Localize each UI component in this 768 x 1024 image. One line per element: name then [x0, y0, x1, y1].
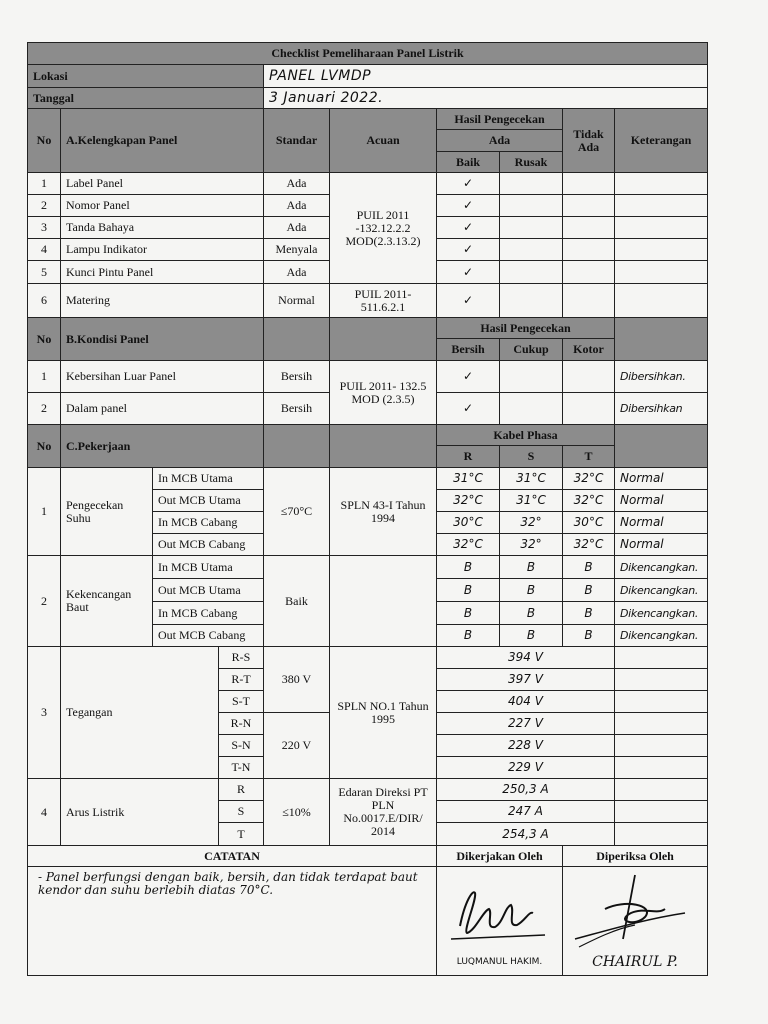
standar-value: Bersih — [264, 361, 330, 393]
header-baik: Baik — [437, 152, 500, 173]
phase-r-value: B — [437, 602, 500, 625]
item-label: Kunci Pintu Panel — [61, 261, 264, 284]
phase-label: S-T — [219, 691, 264, 713]
header-tidak-ada: Tidak Ada — [563, 109, 615, 173]
keterangan-value: Dikencangkan. — [615, 579, 708, 602]
item-label: Label Panel — [61, 173, 264, 195]
row-number: 1 — [28, 361, 61, 393]
header-hasil-pengecekan: Hasil Pengecekan — [437, 318, 615, 339]
tanggal-value: 3 Januari 2022. — [264, 88, 708, 109]
keterangan-value: Normal — [615, 490, 708, 512]
keterangan-value: Dibersihkan — [615, 393, 708, 425]
row-number: 4 — [28, 239, 61, 261]
phase-t-value: B — [563, 579, 615, 602]
keterangan-cell — [615, 284, 708, 318]
current-value: 250,3 A — [437, 779, 615, 801]
acuan-edaran-direksi: Edaran Direksi PT PLN No.0017.E/DIR/ 2014 — [330, 779, 437, 846]
header-no: No — [28, 425, 61, 468]
standar-value: ≤10% — [264, 779, 330, 846]
phase-s-value: B — [500, 579, 563, 602]
header-kabel-phasa: Kabel Phasa — [437, 425, 615, 446]
phase-s-value: 32° — [500, 512, 563, 534]
voltage-value: 397 V — [437, 669, 615, 691]
phase-label: T-N — [219, 757, 264, 779]
sub-item-label: In MCB Cabang — [153, 512, 264, 534]
header-ada: Ada — [437, 130, 563, 152]
baik-check-mark: ✓ — [437, 195, 500, 217]
catatan-notes: - Panel berfungsi dengan baik, bersih, dan tidak terdapat baut kendor dan suhu berlebih diatas 70°C. — [28, 867, 437, 976]
phase-s-value: B — [500, 556, 563, 579]
sub-item-label: In MCB Utama — [153, 556, 264, 579]
sub-item-label: In MCB Utama — [153, 468, 264, 490]
keterangan-cell — [615, 261, 708, 284]
standar-value: Baik — [264, 556, 330, 647]
signature-icon — [445, 871, 555, 951]
header-no: No — [28, 318, 61, 361]
keterangan-value: Dikencangkan. — [615, 625, 708, 647]
phase-t-value: B — [563, 602, 615, 625]
acuan-puil-132: PUIL 2011 -132.12.2.2 MOD(2.3.13.2) — [330, 173, 437, 284]
voltage-value: 227 V — [437, 713, 615, 735]
header-keterangan: Keterangan — [615, 109, 708, 173]
header-kotor: Kotor — [563, 339, 615, 361]
voltage-value: 394 V — [437, 647, 615, 669]
phase-r-value: B — [437, 579, 500, 602]
item-label: Lampu Indikator — [61, 239, 264, 261]
phase-label: S-N — [219, 735, 264, 757]
diperiksa-oleh-label: Diperiksa Oleh — [563, 846, 708, 867]
row-number: 4 — [28, 779, 61, 846]
header-section-a: A.Kelengkapan Panel — [61, 109, 264, 173]
keterangan-value: Dibersihkan. — [615, 361, 708, 393]
phase-label: R-T — [219, 669, 264, 691]
phase-r-value: B — [437, 625, 500, 647]
acuan-puil-132-5: PUIL 2011- 132.5 MOD (2.3.5) — [330, 361, 437, 425]
sub-item-label: Out MCB Utama — [153, 490, 264, 512]
rusak-cell — [500, 173, 563, 195]
bersih-check-mark: ✓ — [437, 361, 500, 393]
phase-s-value: 31°C — [500, 468, 563, 490]
baik-check-mark: ✓ — [437, 284, 500, 318]
current-value: 254,3 A — [437, 823, 615, 846]
dikerjakan-signature-box — [437, 867, 563, 976]
baik-check-mark: ✓ — [437, 239, 500, 261]
keterangan-value: Normal — [615, 468, 708, 490]
header-section-c: C.Pekerjaan — [61, 425, 264, 468]
tidak-ada-cell — [563, 284, 615, 318]
sub-item-label: Out MCB Cabang — [153, 534, 264, 556]
phase-r-value: 32°C — [437, 534, 500, 556]
item-label: Kebersihan Luar Panel — [61, 361, 264, 393]
kotor-cell — [563, 361, 615, 393]
item-label: Nomor Panel — [61, 195, 264, 217]
item-label: Tanda Bahaya — [61, 217, 264, 239]
header-standar: Standar — [264, 109, 330, 173]
keterangan-value: Normal — [615, 534, 708, 556]
phase-t-value: 32°C — [563, 534, 615, 556]
keterangan-value: Dikencangkan. — [615, 602, 708, 625]
phase-s-value: 32° — [500, 534, 563, 556]
item-label: Kekencangan Baut — [61, 556, 153, 647]
phase-s-value: B — [500, 625, 563, 647]
header-acuan: Acuan — [330, 109, 437, 173]
row-number: 2 — [28, 195, 61, 217]
sub-item-label: In MCB Cabang — [153, 602, 264, 625]
rusak-cell — [500, 261, 563, 284]
phase-label: R — [219, 779, 264, 801]
item-label: Arus Listrik — [61, 779, 219, 846]
phase-t-value: 32°C — [563, 490, 615, 512]
header-bersih: Bersih — [437, 339, 500, 361]
keterangan-value: Dikencangkan. — [615, 556, 708, 579]
maintenance-checklist-table — [27, 42, 708, 976]
item-label: Tegangan — [61, 647, 219, 779]
sub-item-label: Out MCB Cabang — [153, 625, 264, 647]
keterangan-cell — [615, 217, 708, 239]
keterangan-cell — [615, 239, 708, 261]
cukup-cell — [500, 393, 563, 425]
rusak-cell — [500, 284, 563, 318]
tidak-ada-cell — [563, 239, 615, 261]
phase-r-value: 31°C — [437, 468, 500, 490]
rusak-cell — [500, 217, 563, 239]
phase-label: S — [219, 801, 264, 823]
current-value: 247 A — [437, 801, 615, 823]
checklist-title: Checklist Pemeliharaan Panel Listrik — [28, 43, 708, 65]
bersih-check-mark: ✓ — [437, 393, 500, 425]
standar-value: Ada — [264, 261, 330, 284]
standar-value: Bersih — [264, 393, 330, 425]
standar-value: Ada — [264, 195, 330, 217]
item-label: Matering — [61, 284, 264, 318]
header-section-b: B.Kondisi Panel — [61, 318, 264, 361]
standar-value: 220 V — [264, 713, 330, 779]
header-phase-t: T — [563, 446, 615, 468]
catatan-label: CATATAN — [28, 846, 437, 867]
phase-t-value: 30°C — [563, 512, 615, 534]
phase-r-value: 30°C — [437, 512, 500, 534]
tidak-ada-cell — [563, 261, 615, 284]
phase-t-value: 32°C — [563, 468, 615, 490]
acuan-spln-43: SPLN 43-I Tahun 1994 — [330, 468, 437, 556]
voltage-value: 229 V — [437, 757, 615, 779]
header-hasil-pengecekan: Hasil Pengecekan — [437, 109, 563, 130]
kotor-cell — [563, 393, 615, 425]
standar-value: ≤70°C — [264, 468, 330, 556]
standar-value: Normal — [264, 284, 330, 318]
tidak-ada-cell — [563, 173, 615, 195]
header-cukup: Cukup — [500, 339, 563, 361]
phase-t-value: B — [563, 556, 615, 579]
dikerjakan-name: LUQMANUL HAKIM. — [456, 957, 543, 967]
standar-value: 380 V — [264, 647, 330, 713]
row-number: 2 — [28, 556, 61, 647]
row-number: 1 — [28, 468, 61, 556]
lokasi-label: Lokasi — [28, 65, 264, 88]
phase-r-value: 32°C — [437, 490, 500, 512]
tidak-ada-cell — [563, 217, 615, 239]
row-number: 3 — [28, 217, 61, 239]
row-number: 5 — [28, 261, 61, 284]
keterangan-value: Normal — [615, 512, 708, 534]
acuan-puil-511: PUIL 2011- 511.6.2.1 — [330, 284, 437, 318]
phase-r-value: B — [437, 556, 500, 579]
tidak-ada-cell — [563, 195, 615, 217]
header-phase-r: R — [437, 446, 500, 468]
standar-value: Menyala — [264, 239, 330, 261]
tanggal-label: Tanggal — [28, 88, 264, 109]
row-number: 2 — [28, 393, 61, 425]
standar-value: Ada — [264, 217, 330, 239]
rusak-cell — [500, 239, 563, 261]
cukup-cell — [500, 361, 563, 393]
phase-label: T — [219, 823, 264, 846]
keterangan-cell — [615, 173, 708, 195]
baik-check-mark: ✓ — [437, 173, 500, 195]
item-label: Pengecekan Suhu — [61, 468, 153, 556]
row-number: 1 — [28, 173, 61, 195]
row-number: 3 — [28, 647, 61, 779]
dikerjakan-oleh-label: Dikerjakan Oleh — [437, 846, 563, 867]
keterangan-cell — [615, 195, 708, 217]
phase-s-value: 31°C — [500, 490, 563, 512]
sub-item-label: Out MCB Utama — [153, 579, 264, 602]
diperiksa-signature-box — [563, 867, 708, 976]
phase-s-value: B — [500, 602, 563, 625]
voltage-value: 404 V — [437, 691, 615, 713]
rusak-cell — [500, 195, 563, 217]
phase-t-value: B — [563, 625, 615, 647]
acuan-spln-no1: SPLN NO.1 Tahun 1995 — [330, 647, 437, 779]
standar-value: Ada — [264, 173, 330, 195]
row-number: 6 — [28, 284, 61, 318]
voltage-value: 228 V — [437, 735, 615, 757]
baik-check-mark: ✓ — [437, 217, 500, 239]
header-no: No — [28, 109, 61, 173]
lokasi-value: PANEL LVMDP — [264, 65, 708, 88]
diperiksa-name: CHAIRUL P. — [592, 954, 678, 970]
baik-check-mark: ✓ — [437, 261, 500, 284]
item-label: Dalam panel — [61, 393, 264, 425]
phase-label: R-N — [219, 713, 264, 735]
phase-label: R-S — [219, 647, 264, 669]
header-phase-s: S — [500, 446, 563, 468]
header-rusak: Rusak — [500, 152, 563, 173]
